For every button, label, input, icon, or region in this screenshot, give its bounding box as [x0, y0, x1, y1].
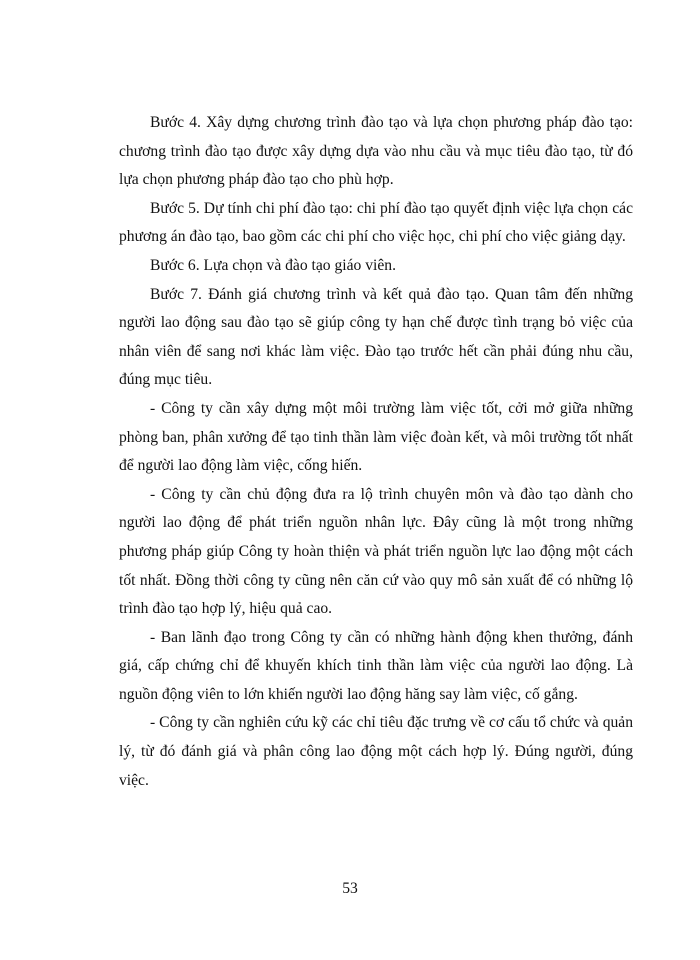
body-text [119, 109, 633, 795]
paragraph-step-4: Bước 4. Xây dựng chương trình đào tạo và lựa chọn phương pháp đào tạo: chương trình đào tạo được xây dựng dựa vào nhu cầu và mục tiêu đào tạo, từ đó lựa chọn phương pháp đào tạo cho phù hợp. [119, 114, 633, 189]
paragraph-bullet-training-roadmap: - Công ty cần chủ động đưa ra lộ trình chuyên môn và đào tạo dành cho người lao động để phát triển nguồn nhân lực. Đây cũng là một trong những phương pháp giúp Công ty hoàn thiện và phát triển nguồn lực lao động một cách tốt nhất. Đồng thời công ty cũng nên căn cứ vào quy mô sản xuất để có những lộ trình đào tạo hợp lý, hiệu quả cao. [119, 485, 633, 618]
paragraph-step-7: Bước 7. Đánh giá chương trình và kết quả đào tạo. Quan tâm đến những người lao động sau đào tạo sẽ giúp công ty hạn chế được tình trạng bỏ việc của nhân viên để sang nơi khác làm việc. Đào tạo trước hết cần phải đúng nhu cầu, đúng mục tiêu. [119, 285, 633, 389]
page-number: 53 [342, 880, 358, 897]
paragraph-step-6: Bước 6. Lựa chọn và đào tạo giáo viên. [150, 256, 396, 274]
paragraph-bullet-rewards: - Ban lãnh đạo trong Công ty cần có những hành động khen thưởng, đánh giá, cấp chứng chỉ để khuyến khích tinh thần làm việc của người lao động. Là nguồn động viên to lớn khiến người lao động hăng say làm việc, cố gắng. [119, 628, 633, 703]
paragraph-bullet-organization: - Công ty cần nghiên cứu kỹ các chỉ tiêu đặc trưng về cơ cấu tổ chức và quản lý, từ đó đánh giá và phân công lao động một cách hợp lý. Đúng người, đúng việc. [119, 714, 633, 789]
paragraph-bullet-work-environment: - Công ty cần xây dựng một môi trường làm việc tốt, cởi mở giữa những phòng ban, phân xưởng để tạo tinh thần làm việc đoàn kết, và môi trường tốt nhất để người lao động làm việc, cống hiến. [119, 399, 633, 475]
paragraph-step-5: Bước 5. Dự tính chi phí đào tạo: chi phí đào tạo quyết định việc lựa chọn các phương án đào tạo, bao gồm các chi phí cho việc học, chi phí cho việc giảng dạy. [119, 199, 633, 246]
